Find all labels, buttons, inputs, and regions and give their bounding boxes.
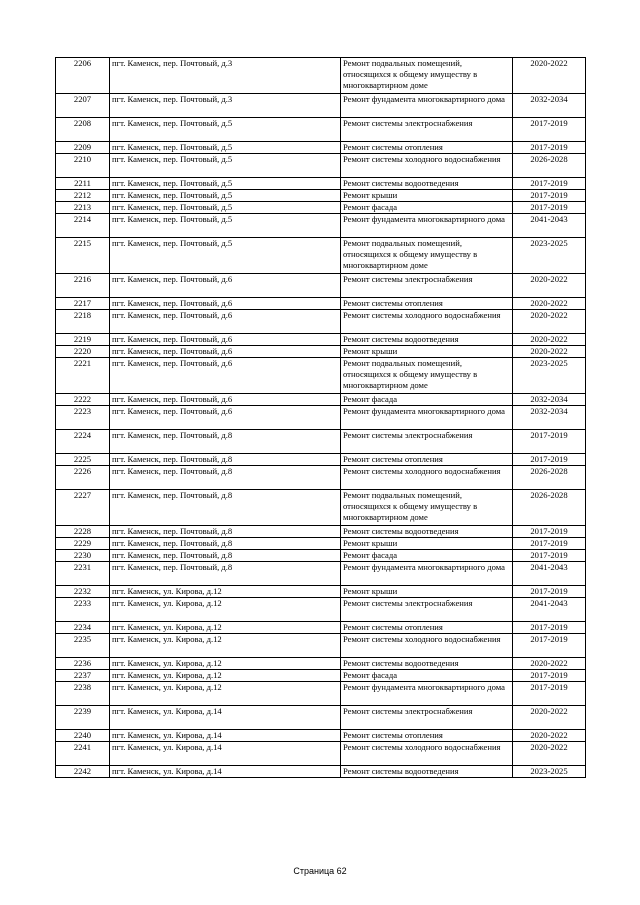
address-cell: пгт. Каменск, пер. Почтовый, д.6 [110, 346, 341, 358]
period-cell: 2020-2022 [513, 742, 586, 766]
period-cell: 2017-2019 [513, 682, 586, 706]
table-row [56, 238, 586, 274]
work-type-cell: Ремонт системы электроснабжения [341, 430, 513, 454]
work-type-cell: Ремонт системы электроснабжения [341, 706, 513, 730]
row-number-cell: 2227 [56, 490, 110, 526]
address-cell: пгт. Каменск, пер. Почтовый, д.8 [110, 550, 341, 562]
period-cell: 2017-2019 [513, 454, 586, 466]
address-cell: пгт. Каменск, пер. Почтовый, д.6 [110, 310, 341, 334]
work-type-cell: Ремонт крыши [341, 346, 513, 358]
row-number-cell: 2214 [56, 214, 110, 238]
work-type-cell: Ремонт системы водоотведения [341, 526, 513, 538]
table-row [56, 550, 586, 562]
table-row [56, 310, 586, 334]
table-row [56, 298, 586, 310]
address-cell: пгт. Каменск, пер. Почтовый, д.5 [110, 154, 341, 178]
address-cell: пгт. Каменск, пер. Почтовый, д.5 [110, 214, 341, 238]
work-type-cell: Ремонт системы водоотведения [341, 334, 513, 346]
page-number: Страница 62 [293, 866, 347, 876]
address-cell: пгт. Каменск, пер. Почтовый, д.6 [110, 274, 341, 298]
work-type-cell: Ремонт системы водоотведения [341, 658, 513, 670]
row-number-cell: 2231 [56, 562, 110, 586]
table-row [56, 94, 586, 118]
period-cell: 2017-2019 [513, 178, 586, 190]
address-cell: пгт. Каменск, ул. Кирова, д.12 [110, 622, 341, 634]
table-row [56, 454, 586, 466]
row-number-cell: 2209 [56, 142, 110, 154]
table-row [56, 118, 586, 142]
period-cell: 2017-2019 [513, 430, 586, 454]
address-cell: пгт. Каменск, ул. Кирова, д.12 [110, 670, 341, 682]
period-cell: 2026-2028 [513, 154, 586, 178]
period-cell: 2023-2025 [513, 238, 586, 274]
address-cell: пгт. Каменск, ул. Кирова, д.12 [110, 634, 341, 658]
row-number-cell: 2225 [56, 454, 110, 466]
table-row [56, 202, 586, 214]
period-cell: 2017-2019 [513, 118, 586, 142]
work-type-cell: Ремонт системы электроснабжения [341, 598, 513, 622]
row-number-cell: 2241 [56, 742, 110, 766]
row-number-cell: 2224 [56, 430, 110, 454]
work-type-cell: Ремонт системы отопления [341, 622, 513, 634]
work-type-cell: Ремонт системы холодного водоснабжения [341, 466, 513, 490]
work-type-cell: Ремонт фундамента многоквартирного дома [341, 682, 513, 706]
row-number-cell: 2208 [56, 118, 110, 142]
address-cell: пгт. Каменск, пер. Почтовый, д.8 [110, 466, 341, 490]
work-type-cell: Ремонт системы электроснабжения [341, 274, 513, 298]
row-number-cell: 2235 [56, 634, 110, 658]
row-number-cell: 2216 [56, 274, 110, 298]
period-cell: 2017-2019 [513, 538, 586, 550]
work-type-cell: Ремонт подвальных помещений, относящихся к общему имуществу в многоквартирном доме [341, 490, 513, 526]
table-row [56, 58, 586, 94]
period-cell: 2026-2028 [513, 466, 586, 490]
table-row [56, 334, 586, 346]
table-row [56, 406, 586, 430]
address-cell: пгт. Каменск, пер. Почтовый, д.6 [110, 358, 341, 394]
table-row [56, 634, 586, 658]
work-type-cell: Ремонт крыши [341, 538, 513, 550]
row-number-cell: 2236 [56, 658, 110, 670]
table-row [56, 346, 586, 358]
row-number-cell: 2212 [56, 190, 110, 202]
work-type-cell: Ремонт крыши [341, 190, 513, 202]
address-cell: пгт. Каменск, ул. Кирова, д.14 [110, 766, 341, 778]
row-number-cell: 2242 [56, 766, 110, 778]
table-row [56, 670, 586, 682]
work-type-cell: Ремонт системы холодного водоснабжения [341, 742, 513, 766]
period-cell: 2026-2028 [513, 490, 586, 526]
table-row [56, 430, 586, 454]
period-cell: 2023-2025 [513, 766, 586, 778]
table-row [56, 490, 586, 526]
address-cell: пгт. Каменск, пер. Почтовый, д.6 [110, 334, 341, 346]
table-row [56, 394, 586, 406]
work-type-cell: Ремонт системы отопления [341, 298, 513, 310]
table-row [56, 538, 586, 550]
address-cell: пгт. Каменск, ул. Кирова, д.12 [110, 598, 341, 622]
table-row [56, 586, 586, 598]
period-cell: 2020-2022 [513, 730, 586, 742]
work-type-cell: Ремонт фасада [341, 550, 513, 562]
period-cell: 2032-2034 [513, 406, 586, 430]
period-cell: 2017-2019 [513, 670, 586, 682]
address-cell: пгт. Каменск, пер. Почтовый, д.5 [110, 202, 341, 214]
period-cell: 2041-2043 [513, 562, 586, 586]
address-cell: пгт. Каменск, пер. Почтовый, д.6 [110, 394, 341, 406]
address-cell: пгт. Каменск, ул. Кирова, д.12 [110, 682, 341, 706]
work-type-cell: Ремонт системы электроснабжения [341, 118, 513, 142]
row-number-cell: 2213 [56, 202, 110, 214]
period-cell: 2017-2019 [513, 586, 586, 598]
address-cell: пгт. Каменск, ул. Кирова, д.14 [110, 730, 341, 742]
period-cell: 2020-2022 [513, 346, 586, 358]
address-cell: пгт. Каменск, пер. Почтовый, д.5 [110, 190, 341, 202]
work-type-cell: Ремонт системы отопления [341, 730, 513, 742]
period-cell: 2041-2043 [513, 214, 586, 238]
address-cell: пгт. Каменск, ул. Кирова, д.12 [110, 658, 341, 670]
table-row [56, 658, 586, 670]
work-type-cell: Ремонт фасада [341, 202, 513, 214]
row-number-cell: 2206 [56, 58, 110, 94]
table-body [56, 58, 586, 778]
row-number-cell: 2207 [56, 94, 110, 118]
period-cell: 2020-2022 [513, 310, 586, 334]
work-type-cell: Ремонт подвальных помещений, относящихся к общему имуществу в многоквартирном доме [341, 238, 513, 274]
work-type-cell: Ремонт системы холодного водоснабжения [341, 634, 513, 658]
address-cell: пгт. Каменск, пер. Почтовый, д.6 [110, 298, 341, 310]
work-type-cell: Ремонт системы водоотведения [341, 766, 513, 778]
period-cell: 2017-2019 [513, 550, 586, 562]
row-number-cell: 2232 [56, 586, 110, 598]
table-row [56, 766, 586, 778]
row-number-cell: 2215 [56, 238, 110, 274]
work-type-cell: Ремонт фундамента многоквартирного дома [341, 94, 513, 118]
row-number-cell: 2211 [56, 178, 110, 190]
period-cell: 2023-2025 [513, 358, 586, 394]
table-row [56, 178, 586, 190]
table-row [56, 274, 586, 298]
work-type-cell: Ремонт системы холодного водоснабжения [341, 154, 513, 178]
row-number-cell: 2219 [56, 334, 110, 346]
table-row [56, 598, 586, 622]
row-number-cell: 2217 [56, 298, 110, 310]
address-cell: пгт. Каменск, ул. Кирова, д.12 [110, 586, 341, 598]
address-cell: пгт. Каменск, пер. Почтовый, д.8 [110, 454, 341, 466]
row-number-cell: 2222 [56, 394, 110, 406]
period-cell: 2017-2019 [513, 202, 586, 214]
row-number-cell: 2229 [56, 538, 110, 550]
table-row [56, 622, 586, 634]
address-cell: пгт. Каменск, пер. Почтовый, д.3 [110, 58, 341, 94]
table-row [56, 214, 586, 238]
row-number-cell: 2226 [56, 466, 110, 490]
work-type-cell: Ремонт системы водоотведения [341, 178, 513, 190]
address-cell: пгт. Каменск, ул. Кирова, д.14 [110, 706, 341, 730]
work-type-cell: Ремонт фасада [341, 394, 513, 406]
address-cell: пгт. Каменск, пер. Почтовый, д.8 [110, 526, 341, 538]
table-row [56, 706, 586, 730]
period-cell: 2020-2022 [513, 706, 586, 730]
address-cell: пгт. Каменск, пер. Почтовый, д.8 [110, 430, 341, 454]
table-row [56, 562, 586, 586]
work-type-cell: Ремонт крыши [341, 586, 513, 598]
address-cell: пгт. Каменск, пер. Почтовый, д.8 [110, 490, 341, 526]
address-cell: пгт. Каменск, пер. Почтовый, д.5 [110, 178, 341, 190]
address-cell: пгт. Каменск, пер. Почтовый, д.3 [110, 94, 341, 118]
work-type-cell: Ремонт подвальных помещений, относящихся к общему имуществу в многоквартирном доме [341, 358, 513, 394]
row-number-cell: 2234 [56, 622, 110, 634]
row-number-cell: 2230 [56, 550, 110, 562]
period-cell: 2017-2019 [513, 526, 586, 538]
period-cell: 2017-2019 [513, 142, 586, 154]
row-number-cell: 2223 [56, 406, 110, 430]
address-cell: пгт. Каменск, пер. Почтовый, д.8 [110, 538, 341, 550]
period-cell: 2020-2022 [513, 274, 586, 298]
address-cell: пгт. Каменск, пер. Почтовый, д.5 [110, 142, 341, 154]
period-cell: 2020-2022 [513, 658, 586, 670]
table-row [56, 154, 586, 178]
address-cell: пгт. Каменск, пер. Почтовый, д.6 [110, 406, 341, 430]
period-cell: 2020-2022 [513, 58, 586, 94]
row-number-cell: 2237 [56, 670, 110, 682]
work-type-cell: Ремонт подвальных помещений, относящихся к общему имуществу в многоквартирном доме [341, 58, 513, 94]
period-cell: 2017-2019 [513, 622, 586, 634]
row-number-cell: 2239 [56, 706, 110, 730]
repair-schedule-table [55, 57, 586, 778]
row-number-cell: 2240 [56, 730, 110, 742]
table-row [56, 466, 586, 490]
row-number-cell: 2228 [56, 526, 110, 538]
period-cell: 2032-2034 [513, 394, 586, 406]
work-type-cell: Ремонт фундамента многоквартирного дома [341, 214, 513, 238]
work-type-cell: Ремонт фасада [341, 670, 513, 682]
table-row [56, 358, 586, 394]
table-row [56, 742, 586, 766]
row-number-cell: 2238 [56, 682, 110, 706]
period-cell: 2017-2019 [513, 634, 586, 658]
table-row [56, 190, 586, 202]
period-cell: 2017-2019 [513, 190, 586, 202]
work-type-cell: Ремонт системы холодного водоснабжения [341, 310, 513, 334]
row-number-cell: 2210 [56, 154, 110, 178]
work-type-cell: Ремонт фундамента многоквартирного дома [341, 562, 513, 586]
row-number-cell: 2220 [56, 346, 110, 358]
table-row [56, 730, 586, 742]
address-cell: пгт. Каменск, ул. Кирова, д.14 [110, 742, 341, 766]
table-row [56, 526, 586, 538]
work-type-cell: Ремонт системы отопления [341, 454, 513, 466]
period-cell: 2020-2022 [513, 298, 586, 310]
address-cell: пгт. Каменск, пер. Почтовый, д.5 [110, 238, 341, 274]
period-cell: 2032-2034 [513, 94, 586, 118]
period-cell: 2041-2043 [513, 598, 586, 622]
address-cell: пгт. Каменск, пер. Почтовый, д.5 [110, 118, 341, 142]
address-cell: пгт. Каменск, пер. Почтовый, д.8 [110, 562, 341, 586]
row-number-cell: 2233 [56, 598, 110, 622]
period-cell: 2020-2022 [513, 334, 586, 346]
table-row [56, 142, 586, 154]
row-number-cell: 2221 [56, 358, 110, 394]
table-row [56, 682, 586, 706]
row-number-cell: 2218 [56, 310, 110, 334]
work-type-cell: Ремонт фундамента многоквартирного дома [341, 406, 513, 430]
work-type-cell: Ремонт системы отопления [341, 142, 513, 154]
